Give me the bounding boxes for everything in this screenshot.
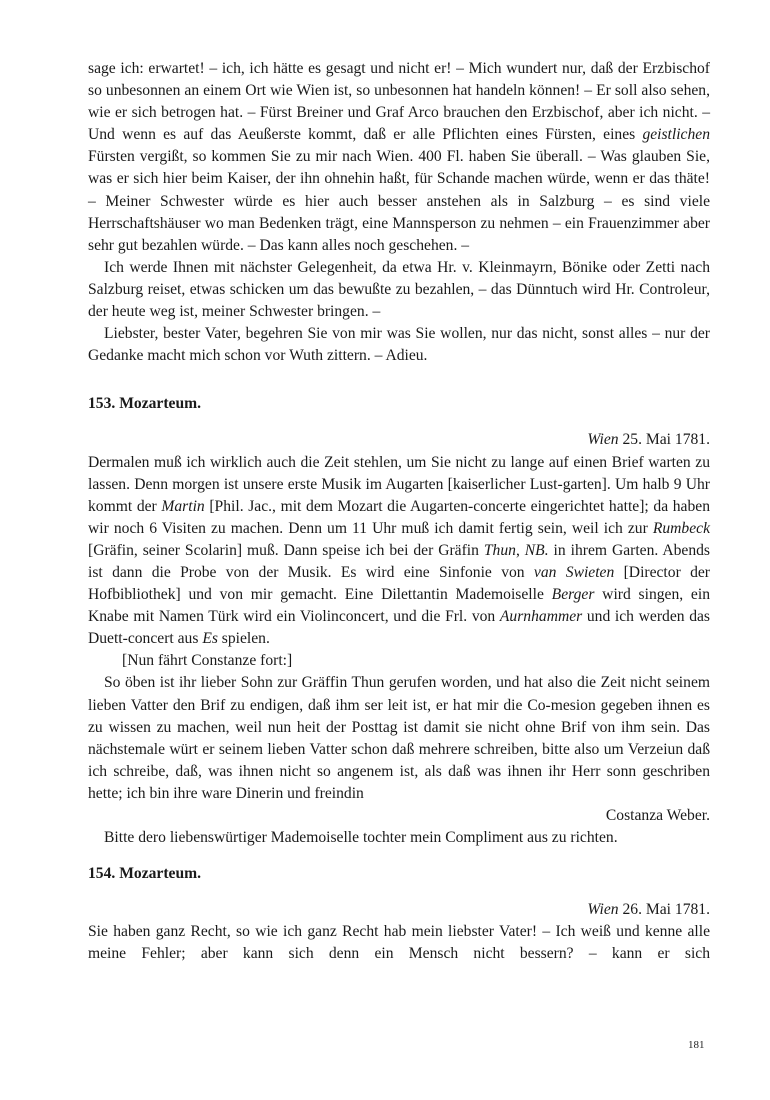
letter-body-153: Dermalen muß ich wirklich auch die Zeit stehlen, um Sie nicht zu lange auf einen Brief warten zu lassen. Denn morgen ist unsere erste Musik im Augarten [kaiserlicher Lust-garten]. Um halb 9 Uhr kommt der Martin [Phil. Jac., mit dem Mozart die Augarten-concerte eingerichtet hatte]; da haben wir noch 6 Visiten zu machen. Denn um 11 Uhr muß ich damit fertig sein, weil ich zur Rumbeck [Gräfin, seiner Scolarin] muß. Dann speise ich bei der Gräfin Thun, NB. in ihrem Garten. Abends ist dann die Probe von der Musik. Es wird eine Sinfonie von van Swieten [Director der Hofbibliothek] und von mir gemacht. Eine Dilettantin Mademoiselle Berger wird singen, ein Knabe mit Namen Türk wird ein Violinconcert, und die Frl. von Aurnhammer und ich werden das Duett-concert aus Es spielen. <box>88 453 711 648</box>
letter-dateline-153: Wien 25. Mai 1781. <box>587 431 710 449</box>
paragraph-continuation-2: Ich werde Ihnen mit nächster Gelegenheit, da etwa Hr. v. Kleinmayrn, Bönike oder Zetti nach Salzburg reiset, etwas schicken um das bewußte zu bezahlen, – das Dünntuch wird Hr. Controleur, der heute weg ist, meiner Schwester bringen. – <box>88 258 710 321</box>
postscript: Bitte dero liebenswürtiger Mademoiselle tochter mein Compliment aus zu richten. <box>104 829 618 847</box>
letter-heading-153: 153. Mozarteum. <box>88 395 202 413</box>
page-number: 181 <box>688 1039 705 1051</box>
constanze-paragraph: So öben ist ihr lieber Sohn zur Gräffin Thun gerufen worden, und hat also die Zeit nicht seinem lieben Vatter den Brif zu endigen, daß ihm ser leit ist, er hat mir die Co-mesion gegeben ihnen es zu wissen zu machen, weil nun heit der Posttag ist damit sie nicht ohne Brif von ihm sein. Das nächstemale würt er seinem lieben Vatter schon daß mehrere schreiben, bitte also um Verzeiun daß ich schreibe, daß, was ihnen nicht so angenem ist, als daß was ihnen ihr Herr sonn geschriben hette; ich bin ihre ware Dinerin und freindin <box>88 674 710 802</box>
paragraph-continuation-1: sage ich: erwartet! – ich, ich hätte es gesagt und nicht er! – Mich wundert nur, daß der Erzbischof so unbesonnen an einem Ort wie Wien ist, so unbesonnen hat handeln können! – Er soll also sehen, wie er sich betrogen hat. – Fürst Breiner und Graf Arco brauchen den Erzbischof, aber ich nicht. – Und wenn es auf das Aeußerste kommt, daß er alle Pflichten eines Fürsten, eines geistlichen Fürsten vergißt, so kommen Sie zu mir nach Wien. 400 Fl. haben Sie überall. – Was glauben Sie, was er sich hier beim Kaiser, der ihn ohnehin haßt, für Schande machen würde, wenn er das thäte! – Meiner Schwester würde es hier auch besser anstehen als in Salzburg – es sind viele Herrschaftshäuser wo man Bedenken trägt, eine Mannsperson zu nehmen – ein Frauenzimmer aber sehr gut bezahlen würde. – Das kann alles noch geschehen. – <box>88 60 710 254</box>
signature: Costanza Weber. <box>605 807 710 824</box>
letter-dateline-154: Wien 26. Mai 1781. <box>587 901 710 919</box>
letter-heading-154: 154. Mozarteum. <box>88 865 202 883</box>
page-content <box>88 58 710 966</box>
letter-body-154: Sie haben ganz Recht, so wie ich ganz Recht hab mein liebster Vater! – Ich weiß und kenne alle meine Fehler; aber kann sich denn ein Mensch nicht bessern? – kann er sich <box>88 923 710 963</box>
editor-note: [Nun fährt Constanze fort:] <box>122 652 293 670</box>
paragraph-continuation-3: Liebster, bester Vater, begehren Sie von mir was Sie wollen, nur das nicht, sonst alles – nur der Gedanke macht mich schon vor Wuth zittern. – Adieu. <box>88 325 710 365</box>
